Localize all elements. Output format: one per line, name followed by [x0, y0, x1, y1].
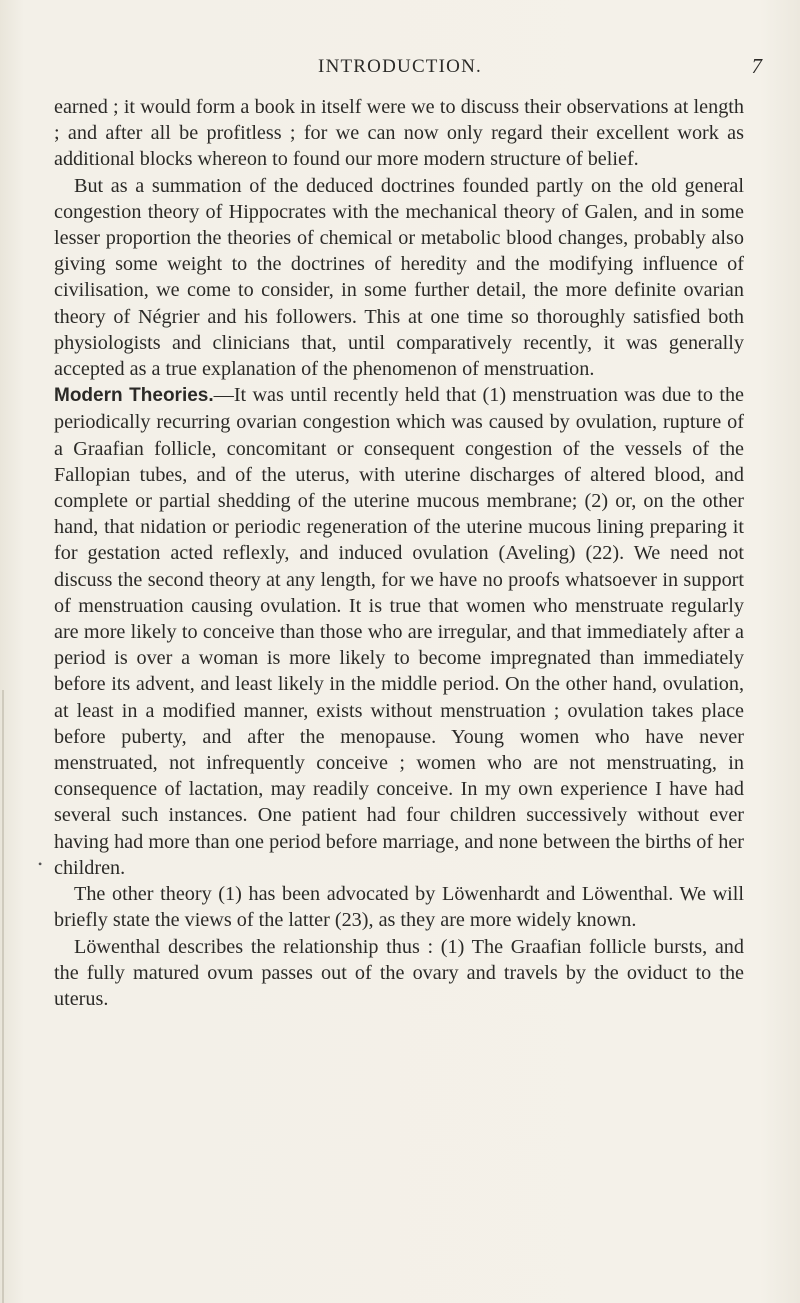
paragraph-3-text: —It was until recently held that (1) menstruation was due to the periodically recurring ovarian congestion which was caused by ovulation, rupture of a Graafian follicle, concomitant or consequent congestion of the vessels of the Fallopian tubes, and of the uterus, with uterine discharges of altered blood, and complete or partial shedding of the uterine mucous membrane; (2) or, on the other hand, that nidation or periodic regeneration of the uterine mucous lining preparing it for gestation acted reflexly, and induced ovulation (Aveling) (22). We need not discuss the second theory at any length, for we have no proofs whatsoever in support of menstruation causing ovulation. It is true that women who menstruate regularly are more likely to conceive than those who are irregular, and that immediately after a period is over a woman is more likely to become impregnated than immediately before its advent, and least likely in the middle period. On the other hand, ovulation, at least in a modified manner, exists without menstruation ; ovulation takes place before puberty, and after the menopause. Young women who have never menstruated, not infrequently conceive ; women who are not menstruating, in consequence of lactation, may readily conceive. In my own experience I have had several such instances. One patient had four children successively without ever having had more than one period before marriage, and none between the births of her children.	[54, 384, 744, 879]
paragraph-4: The other theory (1) has been advocated by Löwenhardt and Löwenthal. We will briefly state the views of the latter (23), as they are more widely known.	[54, 883, 744, 932]
paragraph-1: earned ; it would form a book in itself were we to discuss their observations at length ; and after all be profitless ; for we can now only regard their excellent work as additional blocks whereon to found our more modern structure of belief.	[54, 96, 744, 171]
section-heading: Modern Theories.	[54, 385, 214, 407]
paragraph-5: Löwenthal describes the relationship thus : (1) The Graafian follicle bursts, and the fully matured ovum passes out of the ovary and travels by the oviduct to the uterus.	[54, 935, 744, 1010]
page-gutter-shadow	[2, 690, 4, 1303]
paragraph-3	[54, 382, 744, 881]
running-head: INTRODUCTION.	[318, 56, 482, 77]
margin-mark: •	[38, 857, 43, 871]
paragraph-2: But as a summation of the deduced doctrines founded partly on the old general congestion theory of Hippocrates with the mechanical theory of Galen, and in some lesser proportion the theories of chemical or metabolic blood changes, probably also giving some weight to the doctrines of heredity and the modifying influence of civilisation, we come to consider, in some further detail, the more definite ovarian theory of Négrier and his followers. This at one time so thoroughly satisfied both physiologists and clinicians that, until comparatively recently, it was generally accepted as a true explanation of the phenomenon of menstruation.	[54, 174, 744, 381]
body-text	[54, 94, 744, 1012]
page-header	[0, 56, 800, 86]
page-number: 7	[751, 54, 762, 78]
